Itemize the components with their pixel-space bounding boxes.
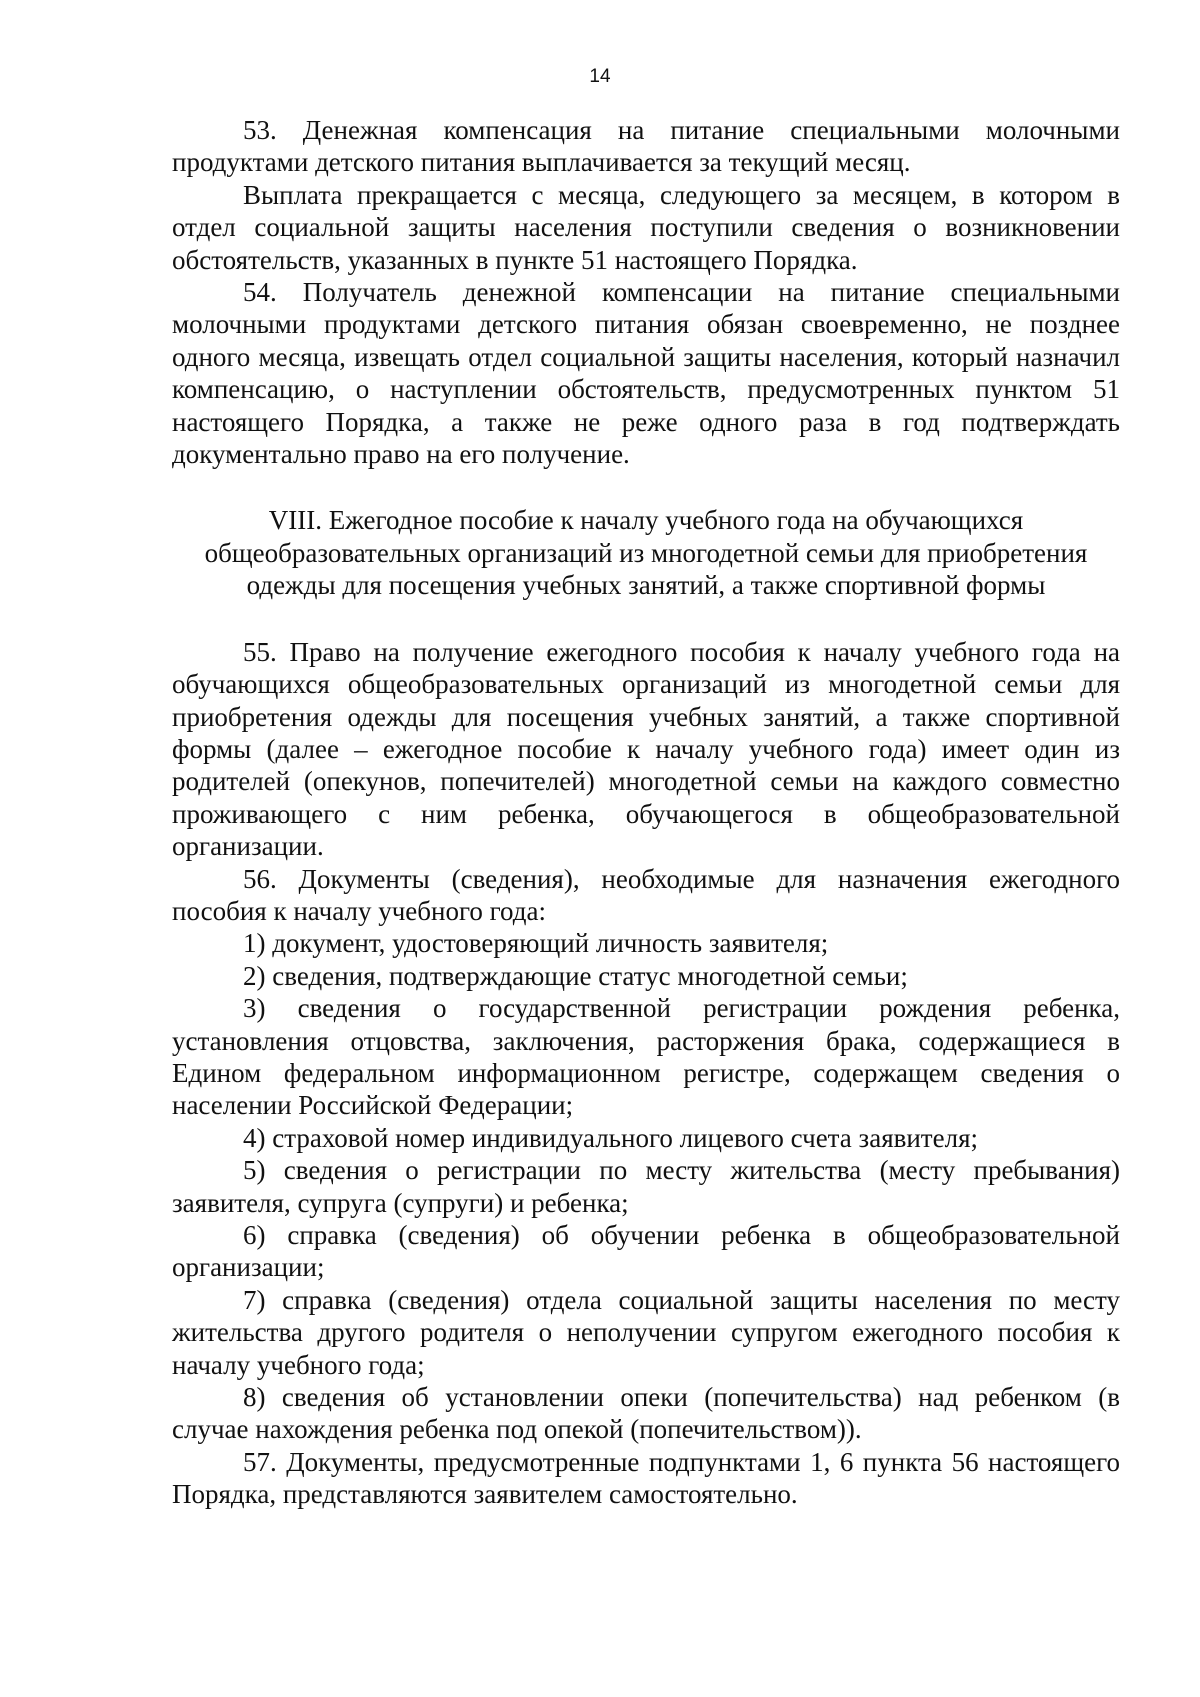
list-item-6: 6) справка (сведения) об обучении ребенка в общеобразовательной организации; [172,1220,1120,1283]
section-heading: VIII. Ежегодное пособие к началу учебного года на обучающихся общеобразовательных организаций из многодетной семьи для приобретения одежды для посещения учебных занятий, а также спортивной формы [204,505,1088,601]
list-item-3: 3) сведения о государственной регистрации рождения ребенка, установления отцовства, заключения, расторжения брака, содержащиеся в Едином федеральном информационном регистре, содержащем сведения о населении Российской Федерации; [172,993,1120,1121]
paragraph-54: 54. Получатель денежной компенсации на питание специальными молочными продуктами детского питания обязан своевременно, не позднее одного месяца, извещать отдел социальной защиты населения, который назначил компенсацию, о наступлении обстоятельств, предусмотренных пунктом 51 настоящего Порядка, а также не реже одного раза в год подтверждать документально право на его получение. [172,277,1120,470]
paragraph-56: 56. Документы (сведения), необходимые для назначения ежегодного пособия к началу учебного года: [172,863,1120,926]
list-item-5: 5) сведения о регистрации по месту жительства (месту пребывания) заявителя, супруга (супруги) и ребенка; [172,1155,1120,1218]
paragraph-53: 53. Денежная компенсация на питание специальными молочными продуктами детского питания выплачивается за текущий месяц. [172,115,1120,178]
list-item-4: 4) страховой номер индивидуального лицевого счета заявителя; [243,1122,978,1153]
paragraph-57: 57. Документы, предусмотренные подпунктами 1, 6 пункта 56 настоящего Порядка, представляются заявителем самостоятельно. [172,1446,1120,1510]
list-item-7: 7) справка (сведения) отдела социальной защиты населения по месту жительства другого родителя о неполучении супругом ежегодного пособия к началу учебного года; [172,1284,1120,1380]
paragraph-53-continuation: Выплата прекращается с месяца, следующего за месяцем, в котором в отдел социальной защиты населения поступили сведения о возникновении обстоятельств, указанных в пункте 51 настоящего Порядка. [172,179,1120,275]
page-number: 14 [589,66,611,87]
list-item-1: 1) документ, удостоверяющий личность заявителя; [243,928,829,959]
paragraph-55: 55. Право на получение ежегодного пособия к началу учебного года на обучающихся общеобразовательных организаций из многодетной семьи для приобретения одежды для посещения учебных занятий, а также спортивной формы (далее – ежегодное пособие к началу учебного года) имеет один из родителей (опекунов, попечителей) многодетной семьи на каждого совместно проживающего с ним ребенка, обучающегося в общеобразовательной организации. [172,636,1120,862]
list-item-2: 2) сведения, подтверждающие статус многодетной семьи; [243,960,908,991]
list-item-8: 8) сведения об установлении опеки (попечительства) над ребенком (в случае нахождения ребенка под опекой (попечительством)). [172,1382,1120,1445]
document-body [172,114,1120,1511]
